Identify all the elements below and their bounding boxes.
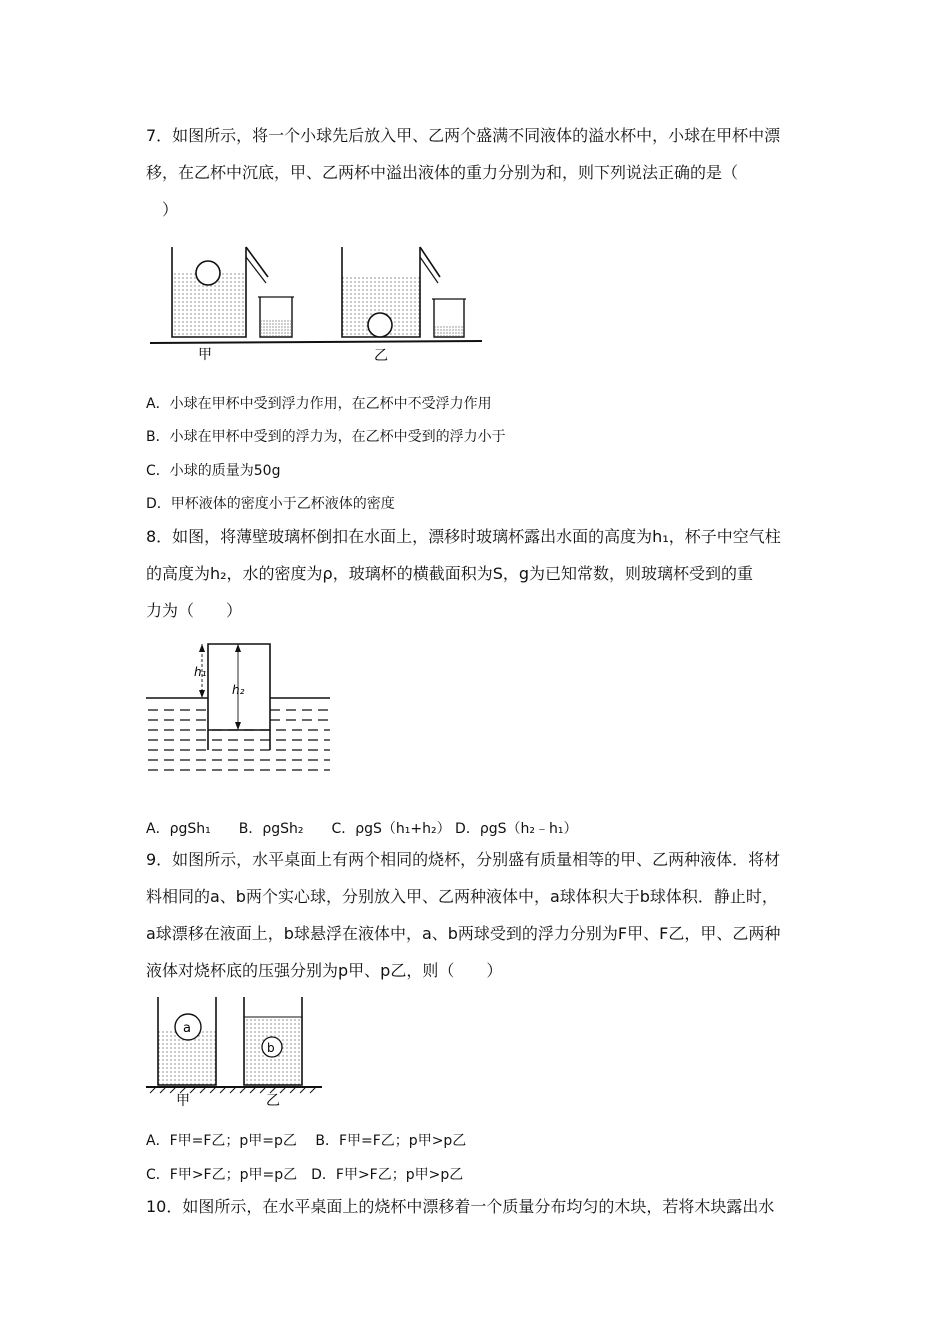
- q9-options-row-2: C．F甲>F乙；p甲=p乙 D．F甲>F乙；p甲>p乙: [146, 1167, 464, 1183]
- q8-label-h2: h₂: [232, 683, 245, 697]
- q7-stem-line-1: 7．如图所示，将一个小球先后放入甲、乙两个盛满不同液体的溢水杯中，小球在甲杯中漂: [146, 126, 781, 145]
- q9-ball-b-label: b: [267, 1041, 275, 1055]
- q8-figure: [146, 632, 336, 786]
- q7-stem-line-2: 移，在乙杯中沉底，甲、乙两杯中溢出液体的重力分别为和，则下列说法正确的是（: [146, 163, 739, 182]
- q8-stem-line-2: 的高度为h₂，水的密度为ρ，玻璃杯的横截面积为S，g为已知常数，则玻璃杯受到的重: [146, 564, 754, 583]
- q8-options: A．ρgSh₁ B．ρgSh₂ C．ρgS（h₁+h₂） D．ρgS（h₂﹣h₁）: [146, 821, 578, 837]
- q9-options-row-1: A．F甲=F乙；p甲=p乙 B．F甲=F乙；p甲>p乙: [146, 1133, 467, 1149]
- q8-label-h1: h₁: [194, 665, 207, 679]
- q7-option-c: C．小球的质量为50g: [146, 463, 281, 479]
- q9-ball-a-label: a: [183, 1021, 191, 1036]
- q9-stem-line-4: 液体对烧杯底的压强分别为p甲、p乙，则（ ）: [146, 961, 503, 980]
- q7-stem-line-3: ）: [146, 200, 179, 219]
- q10-stem-line-1: 10．如图所示，在水平桌面上的烧杯中漂移着一个质量分布均匀的木块，若将木块露出水: [146, 1197, 775, 1216]
- q9-stem-line-3: a球漂移在液面上，b球悬浮在液体中，a、b两球受到的浮力分别为F甲、F乙，甲、乙两种: [146, 924, 781, 943]
- q7-figure: [146, 233, 486, 367]
- q9-label-jia: 甲: [176, 1093, 190, 1107]
- q9-stem-line-2: 料相同的a、b两个实心球，分别放入甲、乙两种液体中，a球体积大于b球体积．静止时，: [146, 887, 778, 906]
- q8-stem-line-3: 力为（ ）: [146, 601, 243, 620]
- q9-stem-line-1: 9．如图所示，水平桌面上有两个相同的烧杯，分别盛有质量相等的甲、乙两种液体．将材: [146, 850, 781, 869]
- q7-option-b: B．小球在甲杯中受到的浮力为，在乙杯中受到的浮力小于: [146, 429, 506, 445]
- q7-label-jia: 甲: [198, 347, 212, 363]
- q8-stem-line-1: 8．如图，将薄壁玻璃杯倒扣在水面上，漂移时玻璃杯露出水面的高度为h₁，杯子中空气柱: [146, 527, 781, 546]
- q7-option-d: D．甲杯液体的密度小于乙杯液体的密度: [146, 496, 395, 512]
- q7-option-a: A．小球在甲杯中受到浮力作用，在乙杯中不受浮力作用: [146, 396, 492, 412]
- q7-label-yi: 乙: [374, 348, 388, 363]
- q9-label-yi: 乙: [266, 1093, 280, 1107]
- q9-figure: [146, 995, 326, 1111]
